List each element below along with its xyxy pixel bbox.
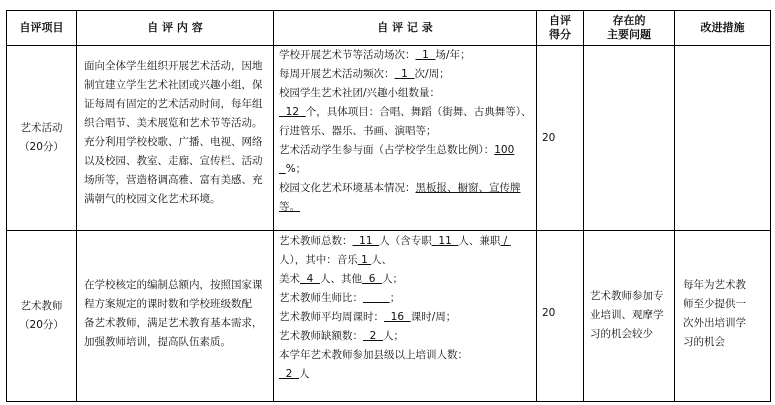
record-unit: 次/周； [414, 68, 450, 80]
row2-score-value: 20 [542, 307, 556, 319]
row2-item [7, 231, 76, 401]
col-line-2 [273, 10, 274, 402]
record-line [279, 65, 535, 84]
row1-content-line: 满朝气的校园文化艺术环境。 [84, 193, 221, 205]
record-label: 艺术教师生师比： [279, 292, 363, 304]
table-border-bottom [6, 401, 771, 402]
record-value [279, 163, 286, 175]
record-label: 人），其中：音乐 [279, 254, 358, 266]
record-value: 1 [357, 254, 372, 266]
header-issues [584, 11, 674, 45]
header-issues-line2: 主要问题 [607, 28, 651, 41]
row1-content-line: 面向全体学生组织开展艺术活动，因地 [84, 60, 263, 72]
record-unit: %； [285, 163, 307, 175]
measures-line: 师至少提供一 [683, 298, 746, 310]
record-value: 100 [494, 144, 515, 156]
row2-issues [590, 287, 674, 344]
record-label: 学校开展艺术节等活动场次： [279, 49, 416, 61]
record-label: 每周开展艺术活动频次： [279, 68, 395, 80]
row1-item-name: 艺术活动 [20, 122, 63, 134]
record-line [279, 198, 535, 217]
col-line-3 [536, 10, 537, 402]
row2-content [84, 276, 270, 352]
issues-line: 艺术教师参加专 [590, 290, 664, 302]
record-line [279, 251, 535, 270]
row2-content-line: 加强教师培训，提高队伍素质。 [84, 336, 231, 348]
record-value: 11 [352, 235, 380, 247]
row1-content-line: 织合唱节、美术展览和艺术节等活动。 [84, 117, 263, 129]
row2-item-points: （20分） [19, 319, 64, 331]
record-label: 人、兼职 [458, 235, 501, 247]
record-label: 艺术教师缺额数： [279, 330, 363, 342]
measures-line: 每年为艺术教 [683, 279, 746, 291]
record-unit: ； [389, 292, 401, 304]
record-label: 艺术教师平均周课时： [279, 311, 384, 323]
row1-content-line: 以及校园、教室、走廊、宣传栏、活动 [84, 155, 263, 167]
record-line: 本学年艺术教师参加县级以上培训人数： [279, 349, 468, 361]
header-score-line1: 自评 [549, 14, 571, 27]
record-value: 1 [394, 68, 415, 80]
col-line-1 [76, 10, 77, 402]
record-unit: 人； [383, 330, 405, 342]
row1-content-line: 充分利用学校校歌、广播、电视、网络 [84, 136, 263, 148]
record-line [279, 365, 535, 384]
record-value: 2 [363, 330, 384, 342]
header-measures [675, 11, 770, 45]
record-line [279, 179, 535, 198]
row1-score [542, 129, 555, 148]
record-unit: 人 [299, 368, 310, 380]
record-value: 4 [300, 273, 321, 285]
record-unit: 课时/周； [410, 311, 457, 323]
record-value: 等。 [279, 201, 300, 213]
header-item [7, 11, 76, 45]
row2-item-name: 艺术教师 [20, 300, 63, 312]
record-value: 1 [415, 49, 436, 61]
record-line [279, 232, 535, 251]
record-line: 行进管乐、器乐、书画、演唱等； [279, 125, 437, 137]
record-value: 6 [362, 273, 383, 285]
row1-item-points: （20分） [19, 141, 64, 153]
record-line [279, 270, 535, 289]
record-label: 个，具体项目：合唱、舞蹈（街舞、古典舞等）、 [305, 106, 532, 118]
record-line [279, 160, 535, 179]
row2-content-line: 备艺术教师，满足艺术教育基本需求， [84, 317, 263, 329]
header-record [274, 11, 536, 45]
record-value [363, 292, 390, 304]
record-label: 校园文化艺术环境基本情况： [279, 182, 416, 194]
record-value: 黑板报、橱窗、宣传牌 [415, 182, 521, 194]
record-label: 艺术教师总数： [279, 235, 353, 247]
header-score [537, 11, 583, 45]
row1-item [7, 46, 76, 230]
header-measures-label: 改进措施 [700, 21, 745, 34]
record-label: 艺术活动学生参与面（占学校学生总数比例）： [279, 144, 495, 156]
issues-line: 业培训、观摩学 [590, 309, 664, 321]
col-line-6 [770, 10, 771, 402]
record-line [279, 141, 535, 160]
record-line [279, 327, 535, 346]
header-content-label: 自 评 内 容 [147, 21, 203, 34]
row2-content-line: 在学校核定的编制总额内，按照国家课 [84, 279, 263, 291]
col-line-4 [583, 10, 584, 402]
row1-content-line: 证每周有固定的艺术活动时间，每年组 [84, 98, 263, 110]
record-label: 人、其他 [320, 273, 363, 285]
record-label: 人（含专职 [379, 235, 432, 247]
record-value: 11 [431, 235, 459, 247]
col-line-5 [674, 10, 675, 402]
row1-content [84, 57, 270, 209]
row1-content-line: 制宜建立学生艺术社团或兴趣小组，保 [84, 79, 263, 91]
header-item-label: 自评项目 [19, 21, 64, 34]
record-line [279, 46, 535, 65]
record-label: 美术 [279, 273, 300, 285]
measures-line: 习的机会 [683, 336, 725, 348]
record-line: 校园学生艺术社团/兴趣小组数量： [279, 87, 441, 99]
row2-score [542, 304, 555, 323]
record-value: 12 [279, 106, 306, 118]
record-unit: 场/年； [435, 49, 471, 61]
issues-line: 习的机会较少 [590, 328, 653, 340]
record-unit: 人； [382, 273, 404, 285]
header-score-line2: 得分 [549, 28, 571, 41]
row1-content-line: 场所等，营造格调高雅、富有美感、充 [84, 174, 263, 186]
row1-record [279, 46, 535, 217]
header-content [77, 11, 273, 45]
row2-content-line: 程方案规定的课时数和学校班级数配 [84, 298, 252, 310]
record-value: / [500, 235, 511, 247]
record-line [279, 103, 535, 122]
record-value: 16 [384, 311, 411, 323]
header-issues-line1: 存在的 [612, 14, 646, 27]
header-record-label: 自 评 记 录 [377, 21, 433, 34]
row2-record [279, 232, 535, 384]
row2-measures [683, 276, 769, 352]
measures-line: 次外出培训学 [683, 317, 746, 329]
record-line [279, 308, 535, 327]
record-value: 2 [279, 368, 300, 380]
record-unit: 人、 [371, 254, 393, 266]
row-divider [6, 230, 771, 231]
row1-score-value: 20 [542, 132, 556, 144]
record-line [279, 289, 535, 308]
